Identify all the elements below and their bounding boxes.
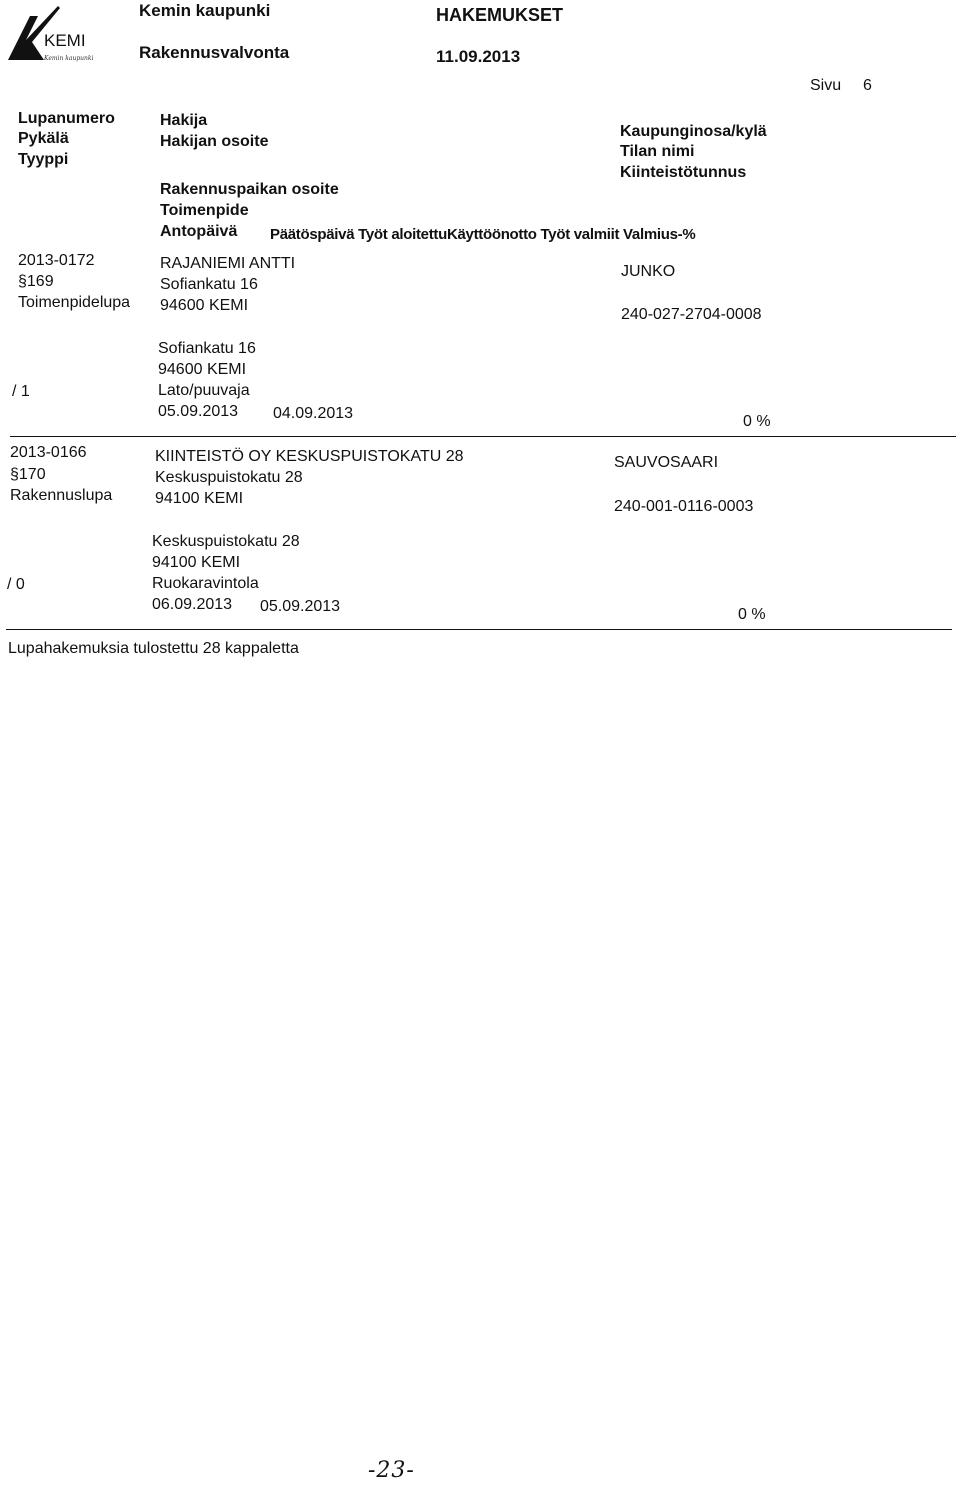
record-antopaiva: 05.09.2013 (158, 403, 239, 420)
col-antopaiva: Antopäivä (160, 223, 238, 240)
col-pykala: Pykälä (18, 130, 69, 147)
col-toimenpide: Toimenpide (160, 202, 249, 219)
col-hakijan-osoite: Hakijan osoite (160, 133, 269, 150)
col-rakennuspaikan-osoite: Rakennuspaikan osoite (160, 181, 339, 198)
logo-subtext: Kemin kaupunki (44, 55, 94, 62)
record-rakennuspaikka-1: Sofiankatu 16 (158, 340, 256, 357)
record-lupanumero: 2013-0166 (10, 444, 87, 461)
logo-text: KEMI (44, 31, 86, 50)
record-antopaiva: 06.09.2013 (152, 596, 233, 613)
record-paatospaiva: 04.09.2013 (273, 405, 354, 422)
record-paatospaiva: 05.09.2013 (260, 598, 341, 615)
record-tyyppi: Rakennuslupa (10, 487, 113, 504)
record-jakso: / 0 (7, 576, 25, 593)
record-kiinteistotunnus: 240-027-2704-0008 (621, 306, 762, 323)
col-tilan-nimi: Tilan nimi (620, 143, 695, 160)
record-hakijan-osoite-2: 94100 KEMI (155, 490, 244, 507)
col-lupanumero: Lupanumero (18, 110, 115, 127)
org-name: Kemin kaupunki (139, 1, 271, 20)
record-lupanumero: 2013-0172 (18, 252, 95, 269)
col-dates-line: Päätöspäivä Työt aloitettuKäyttöönotto Työt valmiit Valmius-% (270, 226, 696, 243)
record-rakennuspaikka-1: Keskuspuistokatu 28 (152, 533, 300, 550)
record-hakijan-osoite-2: 94600 KEMI (160, 297, 249, 314)
record-tyyppi: Toimenpidelupa (18, 294, 131, 311)
record-hakijan-osoite-1: Sofiankatu 16 (160, 276, 258, 293)
record-jakso: / 1 (12, 383, 30, 400)
record-toimenpide: Ruokaravintola (152, 575, 259, 592)
record-rakennuspaikka-2: 94100 KEMI (152, 554, 241, 571)
summary-text: Lupahakemuksia tulostettu 28 kappaletta (8, 640, 299, 657)
col-hakija: Hakija (160, 112, 208, 129)
record-hakija: RAJANIEMI ANTTI (160, 255, 296, 272)
record-hakija: KIINTEISTÖ OY KESKUSPUISTOKATU 28 (155, 448, 464, 465)
record-rakennuspaikka-2: 94600 KEMI (158, 361, 247, 378)
handwritten-page-number: -23- (368, 1458, 415, 1483)
page-label: Sivu (810, 77, 842, 94)
col-tyyppi: Tyyppi (18, 151, 69, 168)
record-valmius: 0 % (743, 413, 771, 430)
page-number: 6 (863, 77, 872, 94)
record-kiinteistotunnus: 240-001-0116-0003 (614, 498, 754, 515)
record-kaupunginosa: SAUVOSAARI (614, 454, 719, 471)
record-pykala: §170 (10, 466, 46, 483)
record-pykala: §169 (18, 273, 54, 290)
record-hakijan-osoite-1: Keskuspuistokatu 28 (155, 469, 303, 486)
record-kaupunginosa: JUNKO (621, 263, 676, 280)
print-date: 11.09.2013 (436, 47, 521, 66)
org-department: Rakennusvalvonta (139, 43, 290, 62)
col-kiinteistotunnus: Kiinteistötunnus (620, 164, 747, 181)
row-divider (10, 436, 956, 437)
kemi-logo (4, 2, 134, 64)
record-toimenpide: Lato/puuvaja (158, 382, 250, 399)
doc-title: HAKEMUKSET (436, 5, 564, 25)
col-kaupunginosa: Kaupunginosa/kylä (620, 123, 767, 140)
row-divider (6, 629, 952, 630)
record-valmius: 0 % (738, 606, 766, 623)
